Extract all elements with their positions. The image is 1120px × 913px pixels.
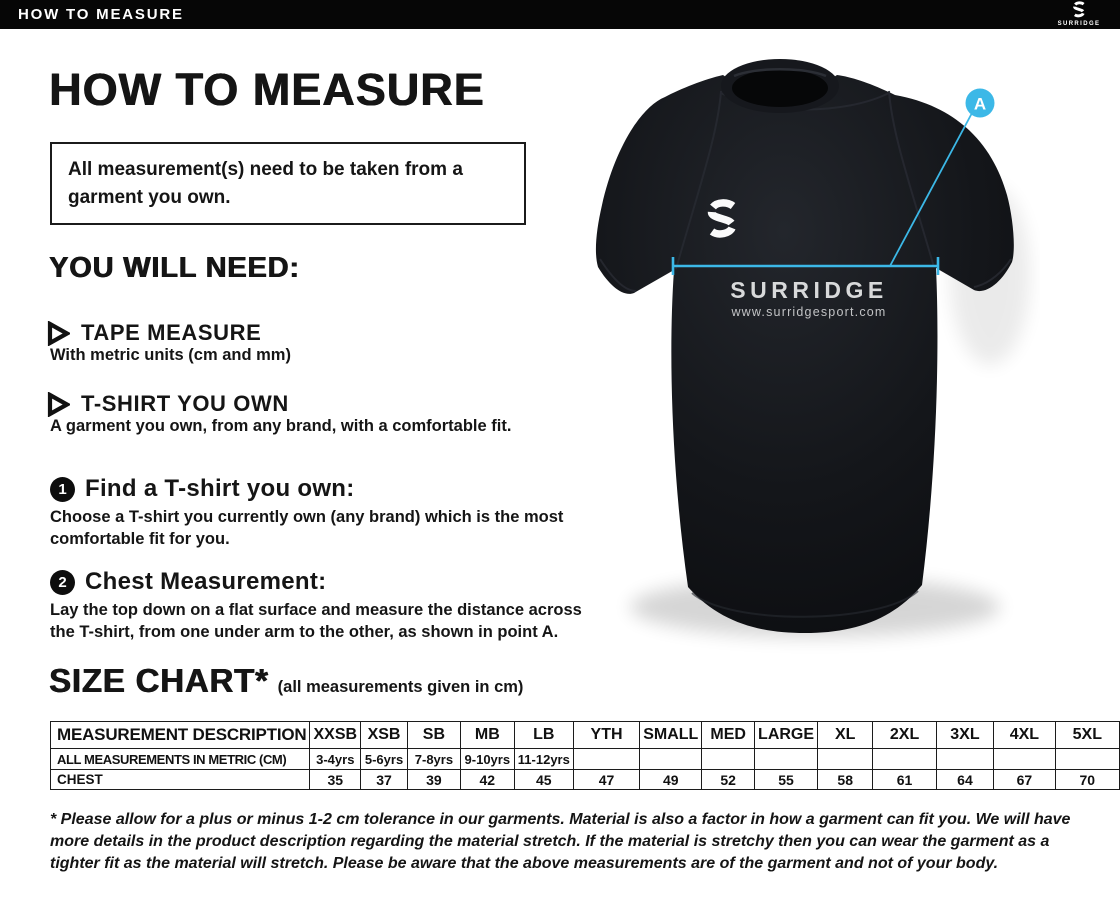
you-will-need-heading: YOU WILL NEED: [49, 252, 300, 284]
size-chart-cell: 67 [994, 770, 1055, 790]
size-chart-size-header: XSB [361, 722, 408, 749]
need-item-description: A garment you own, from any brand, with a comfortable fit. [50, 417, 512, 435]
top-bar [0, 0, 1120, 29]
size-chart-heading: SIZE CHART* [49, 662, 269, 699]
size-chart-cell: 47 [573, 770, 639, 790]
size-chart-cell: 11-12yrs [514, 749, 573, 770]
size-chart-cell: 35 [310, 770, 361, 790]
size-chart-cell: 37 [361, 770, 408, 790]
size-chart-table [50, 721, 1120, 790]
size-chart-row-label: CHEST [51, 770, 310, 790]
size-chart-cell [936, 749, 993, 770]
size-chart-size-header: 5XL [1055, 722, 1119, 749]
size-chart-size-header: SMALL [640, 722, 702, 749]
surridge-logo-icon [1050, 1, 1108, 28]
size-chart-subheading: (all measurements given in cm) [277, 678, 524, 696]
shirt-body [596, 75, 1014, 633]
size-chart-size-header: 3XL [936, 722, 993, 749]
marker-a-badge [966, 89, 995, 118]
size-chart-size-header: LARGE [755, 722, 818, 749]
size-chart-cell: 55 [755, 770, 818, 790]
step-2 [50, 568, 326, 596]
size-chart-heading-row [49, 662, 523, 700]
need-item-tape-measure [47, 320, 261, 346]
size-chart-header-row [51, 722, 1120, 749]
notice-text: All measurement(s) need to be taken from a garment you own. [68, 159, 463, 208]
size-chart-row [51, 749, 1120, 770]
tshirt-image [570, 55, 1040, 655]
tshirt-graphic [570, 55, 1040, 655]
size-chart-cell: 64 [936, 770, 993, 790]
size-chart-desc-header: MEASUREMENT DESCRIPTION [51, 722, 310, 749]
size-chart-row-label: ALL MEASUREMENTS IN METRIC (CM) [51, 749, 310, 770]
notice-box [50, 142, 526, 225]
size-chart-cell: 70 [1055, 770, 1119, 790]
need-item-tshirt [47, 391, 289, 417]
size-chart-cell [818, 749, 873, 770]
step-description: Choose a T-shirt you currently own (any brand) which is the most comfortable fit for you. [50, 508, 564, 549]
page-title: HOW TO MEASURE [49, 64, 485, 115]
size-chart-cell: 7-8yrs [408, 749, 461, 770]
size-chart-size-header: MB [460, 722, 514, 749]
shirt-wordmark: SURRIDGE [730, 277, 888, 303]
size-chart-size-header: SB [408, 722, 461, 749]
step-title: Chest Measurement: [85, 568, 327, 595]
shirt-collar [721, 59, 839, 113]
triangle-bullet-icon [47, 392, 70, 417]
size-chart-size-header: XXSB [310, 722, 361, 749]
footnote: * Please allow for a plus or minus 1-2 cm tolerance in our garments. Material is also a factor in how a garment can fit you. We will have more details in the product description regarding the material stretch. If the material is stretchy then you can wear the garment as a tighter fit as the material will stretch. Please be aware that the above measurements are of the garment and not of your body. [50, 811, 1071, 872]
size-chart-cell [702, 749, 755, 770]
size-chart-cell [640, 749, 702, 770]
shirt-website: www.surridgesport.com [731, 305, 887, 319]
size-chart-cell: 42 [460, 770, 514, 790]
step-number-badge: 2 [50, 570, 75, 595]
need-item-description: With metric units (cm and mm) [50, 346, 291, 364]
size-chart-size-header: LB [514, 722, 573, 749]
step-description: Lay the top down on a flat surface and measure the distance across the T-shirt, from one under arm to the other, as shown in point A. [50, 601, 582, 642]
size-chart-size-header: MED [702, 722, 755, 749]
step-1 [50, 475, 355, 503]
need-item-label: T-SHIRT YOU OWN [81, 391, 289, 416]
size-chart-cell: 52 [702, 770, 755, 790]
top-bar-title: HOW TO MEASURE [18, 6, 184, 23]
size-chart-cell: 61 [873, 770, 936, 790]
size-chart-size-header: YTH [573, 722, 639, 749]
triangle-bullet-icon [47, 321, 70, 346]
size-chart-cell [873, 749, 936, 770]
size-chart-cell: 58 [818, 770, 873, 790]
size-chart-cell [1055, 749, 1119, 770]
size-chart-cell [755, 749, 818, 770]
surridge-logo [1050, 1, 1108, 28]
size-chart-cell: 49 [640, 770, 702, 790]
size-chart-size-header: 4XL [994, 722, 1055, 749]
size-chart-cell: 45 [514, 770, 573, 790]
surridge-logo-wordmark: SURRIDGE [1057, 21, 1101, 27]
size-chart-cell [994, 749, 1055, 770]
size-chart-cell [573, 749, 639, 770]
marker-a-label: A [973, 94, 987, 114]
size-chart-cell: 3-4yrs [310, 749, 361, 770]
step-title: Find a T-shirt you own: [85, 475, 355, 502]
size-chart-cell: 39 [408, 770, 461, 790]
need-item-label: TAPE MEASURE [81, 320, 262, 345]
size-chart-cell: 9-10yrs [460, 749, 514, 770]
step-number-badge: 1 [50, 477, 75, 502]
size-chart-cell: 5-6yrs [361, 749, 408, 770]
size-chart-row [51, 770, 1120, 790]
size-chart-size-header: 2XL [873, 722, 936, 749]
size-chart-body [51, 749, 1120, 790]
size-chart-size-header: XL [818, 722, 873, 749]
